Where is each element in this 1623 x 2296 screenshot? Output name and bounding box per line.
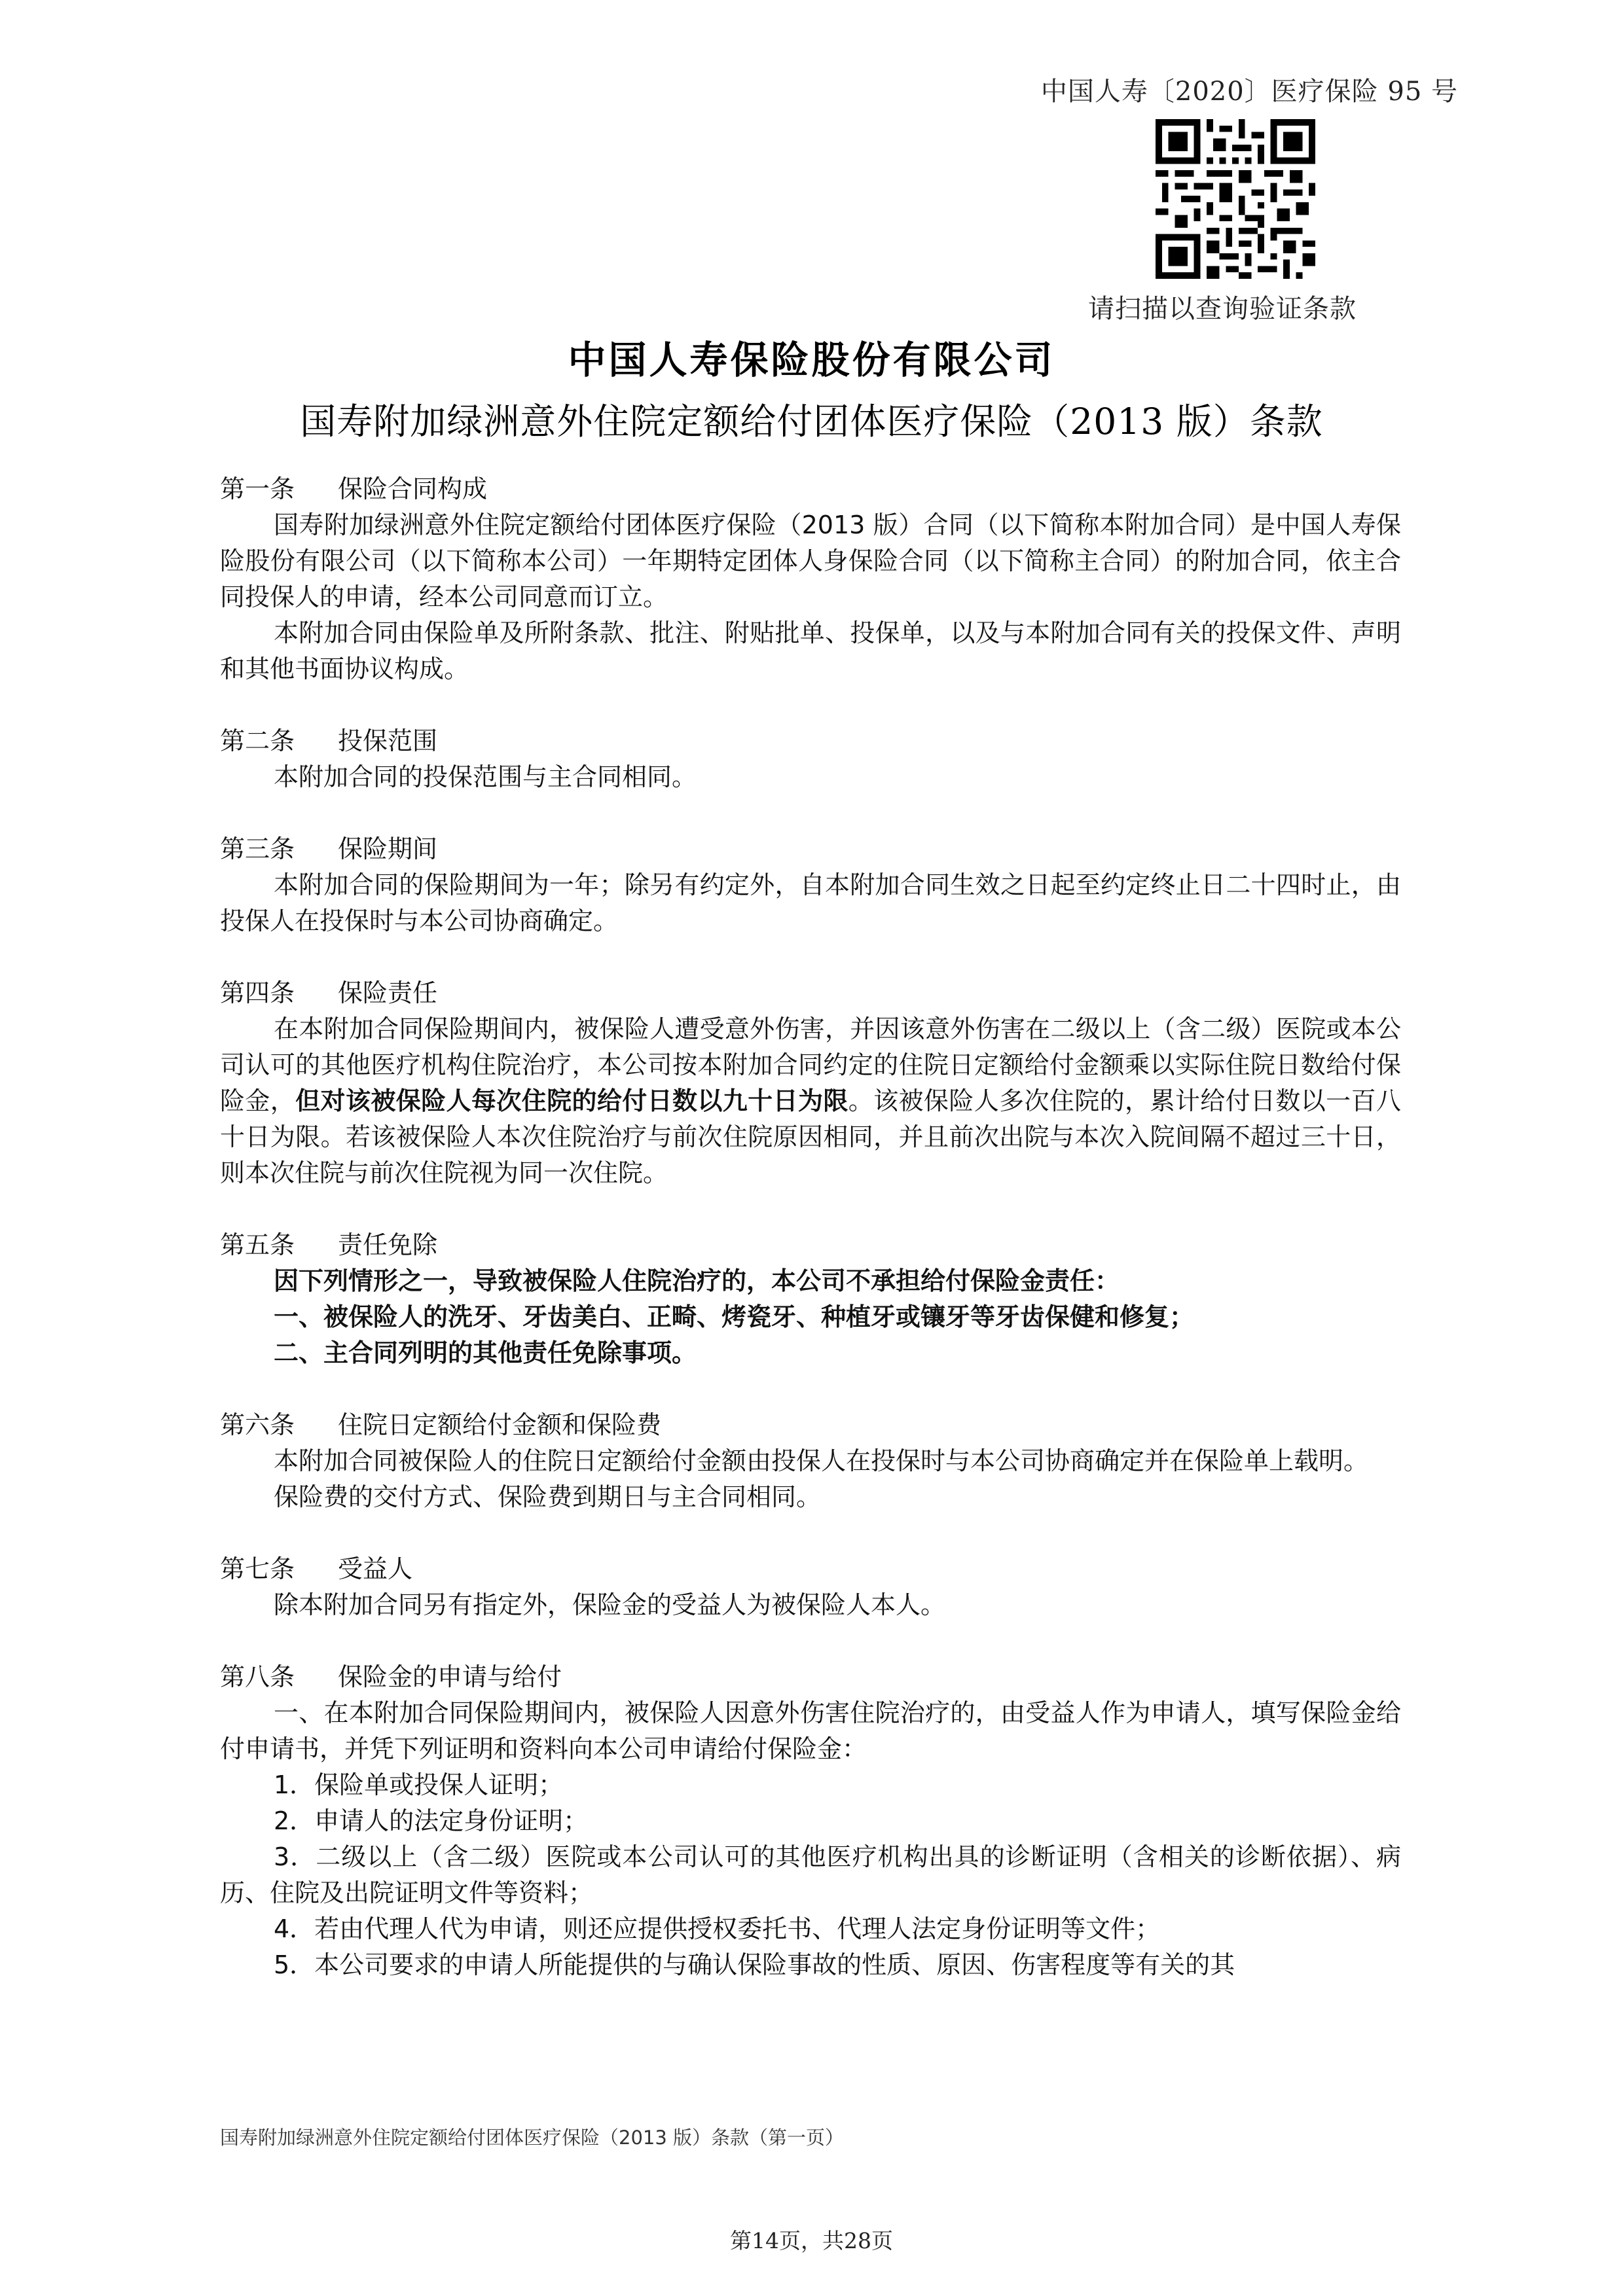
article-heading bbox=[220, 1551, 1401, 1587]
article-7 bbox=[220, 1551, 1401, 1623]
article-number: 第八条 bbox=[220, 1662, 295, 1691]
article-name: 住院日定额给付金额和保险费 bbox=[338, 1410, 662, 1439]
article-name: 保险责任 bbox=[338, 978, 438, 1007]
article-heading bbox=[220, 831, 1401, 867]
article-number: 第五条 bbox=[220, 1230, 295, 1259]
article-paragraph: 一、在本附加合同保险期间内，被保险人因意外伤害住院治疗的，由受益人作为申请人，填写保险金给付申请书，并凭下列证明和资料向本公司申请给付保险金： bbox=[220, 1698, 1401, 1763]
footer-document-title: 国寿附加绿洲意外住院定额给付团体医疗保险（2013 版）条款（第一页） bbox=[220, 2126, 845, 2149]
article-paragraph: 国寿附加绿洲意外住院定额给付团体医疗保险（2013 版）合同（以下简称本附加合同）是中国人寿保险股份有限公司（以下简称本公司）一年期特定团体人身保险合同（以下简称主合同）的附加合同，依主合同投保人的申请，经本公司同意而订立。 bbox=[220, 511, 1401, 611]
exclusion-intro: 因下列情形之一，导致被保险人住院治疗的，本公司不承担给付保险金责任： bbox=[274, 1266, 1120, 1295]
list-item: 4．若由代理人代为申请，则还应提供授权委托书、代理人法定身份证明等文件； bbox=[274, 1914, 1161, 1943]
article-number: 第四条 bbox=[220, 978, 295, 1007]
article-4 bbox=[220, 975, 1401, 1191]
clauses-body bbox=[220, 471, 1401, 2019]
paragraph-text: 在本附加合同保险期间内，被保险人遭受意外伤害，并因该意外伤害在二级以上（含二级）医院或本公司认可的其他医疗机构住院治疗，本公司按本附加合同约定的住院日定额给付金额乘以实际住院日数给付保险金， bbox=[220, 1014, 1401, 1115]
article-8 bbox=[220, 1659, 1401, 1983]
article-5 bbox=[220, 1227, 1401, 1371]
article-number: 第六条 bbox=[220, 1410, 295, 1439]
article-name: 责任免除 bbox=[338, 1230, 438, 1259]
article-1 bbox=[220, 471, 1401, 687]
article-name: 保险合同构成 bbox=[338, 475, 488, 503]
article-paragraph bbox=[220, 1011, 1401, 1191]
article-paragraph: 保险费的交付方式、保险费到期日与主合同相同。 bbox=[274, 1482, 822, 1511]
company-name: 中国人寿保险股份有限公司 bbox=[568, 338, 1055, 382]
list-item: 1．保险单或投保人证明； bbox=[274, 1770, 564, 1799]
article-6 bbox=[220, 1407, 1401, 1515]
qr-caption: 请扫描以查询验证条款 bbox=[1088, 294, 1357, 324]
article-number: 第一条 bbox=[220, 475, 295, 503]
article-paragraph: 本附加合同的保险期间为一年；除另有约定外，自本附加合同生效之日起至约定终止日二十四时止，由投保人在投保时与本公司协商确定。 bbox=[220, 870, 1401, 935]
article-paragraph: 本附加合同由保险单及所附条款、批注、附贴批单、投保单，以及与本附加合同有关的投保文件、声明和其他书面协议构成。 bbox=[220, 619, 1401, 683]
exclusion-item: 二、主合同列明的其他责任免除事项。 bbox=[274, 1338, 697, 1367]
document-title: 国寿附加绿洲意外住院定额给付团体医疗保险（2013 版）条款 bbox=[300, 401, 1323, 442]
paragraph-text: 。该被保险人多次住院的，累计给付日数以一百八十日为限。若该被保险人本次住院治疗与前次住院原因相同，并且前次出院与本次入院间隔不超过三十日，则本次住院与前次住院视为同一次住院。 bbox=[220, 1086, 1401, 1187]
article-name: 投保范围 bbox=[338, 726, 438, 755]
list-item: 2．申请人的法定身份证明； bbox=[274, 1806, 589, 1835]
article-name: 受益人 bbox=[338, 1554, 413, 1583]
page-number: 第14页，共28页 bbox=[730, 2228, 893, 2253]
article-3 bbox=[220, 831, 1401, 939]
list-item: 5．本公司要求的申请人所能提供的与确认保险事故的性质、原因、伤害程度等有关的其 bbox=[274, 1950, 1235, 1979]
article-heading bbox=[220, 723, 1401, 759]
qr-code bbox=[1156, 119, 1315, 279]
article-paragraph: 本附加合同的投保范围与主合同相同。 bbox=[274, 762, 697, 791]
article-number: 第二条 bbox=[220, 726, 295, 755]
article-name: 保险金的申请与给付 bbox=[338, 1662, 562, 1691]
article-number: 第三条 bbox=[220, 834, 295, 863]
emphasis-text: 但对该被保险人每次住院的给付日数以九十日为限 bbox=[295, 1086, 848, 1115]
article-paragraph: 本附加合同被保险人的住院日定额给付金额由投保人在投保时与本公司协商确定并在保险单上载明。 bbox=[274, 1446, 1369, 1475]
article-number: 第七条 bbox=[220, 1554, 295, 1583]
article-2 bbox=[220, 723, 1401, 795]
article-heading bbox=[220, 471, 1401, 507]
article-name: 保险期间 bbox=[338, 834, 438, 863]
article-heading bbox=[220, 1227, 1401, 1263]
list-item: 3．二级以上（含二级）医院或本公司认可的其他医疗机构出具的诊断证明（含相关的诊断依据）、病历、住院及出院证明文件等资料； bbox=[220, 1842, 1401, 1907]
article-heading bbox=[220, 1659, 1401, 1695]
article-heading bbox=[220, 975, 1401, 1011]
article-heading bbox=[220, 1407, 1401, 1443]
document-number: 中国人寿〔2020〕医疗保险 95 号 bbox=[1040, 77, 1458, 107]
exclusion-item: 一、被保险人的洗牙、牙齿美白、正畸、烤瓷牙、种植牙或镶牙等牙齿保健和修复； bbox=[274, 1302, 1195, 1331]
article-paragraph: 除本附加合同另有指定外，保险金的受益人为被保险人本人。 bbox=[274, 1590, 946, 1619]
